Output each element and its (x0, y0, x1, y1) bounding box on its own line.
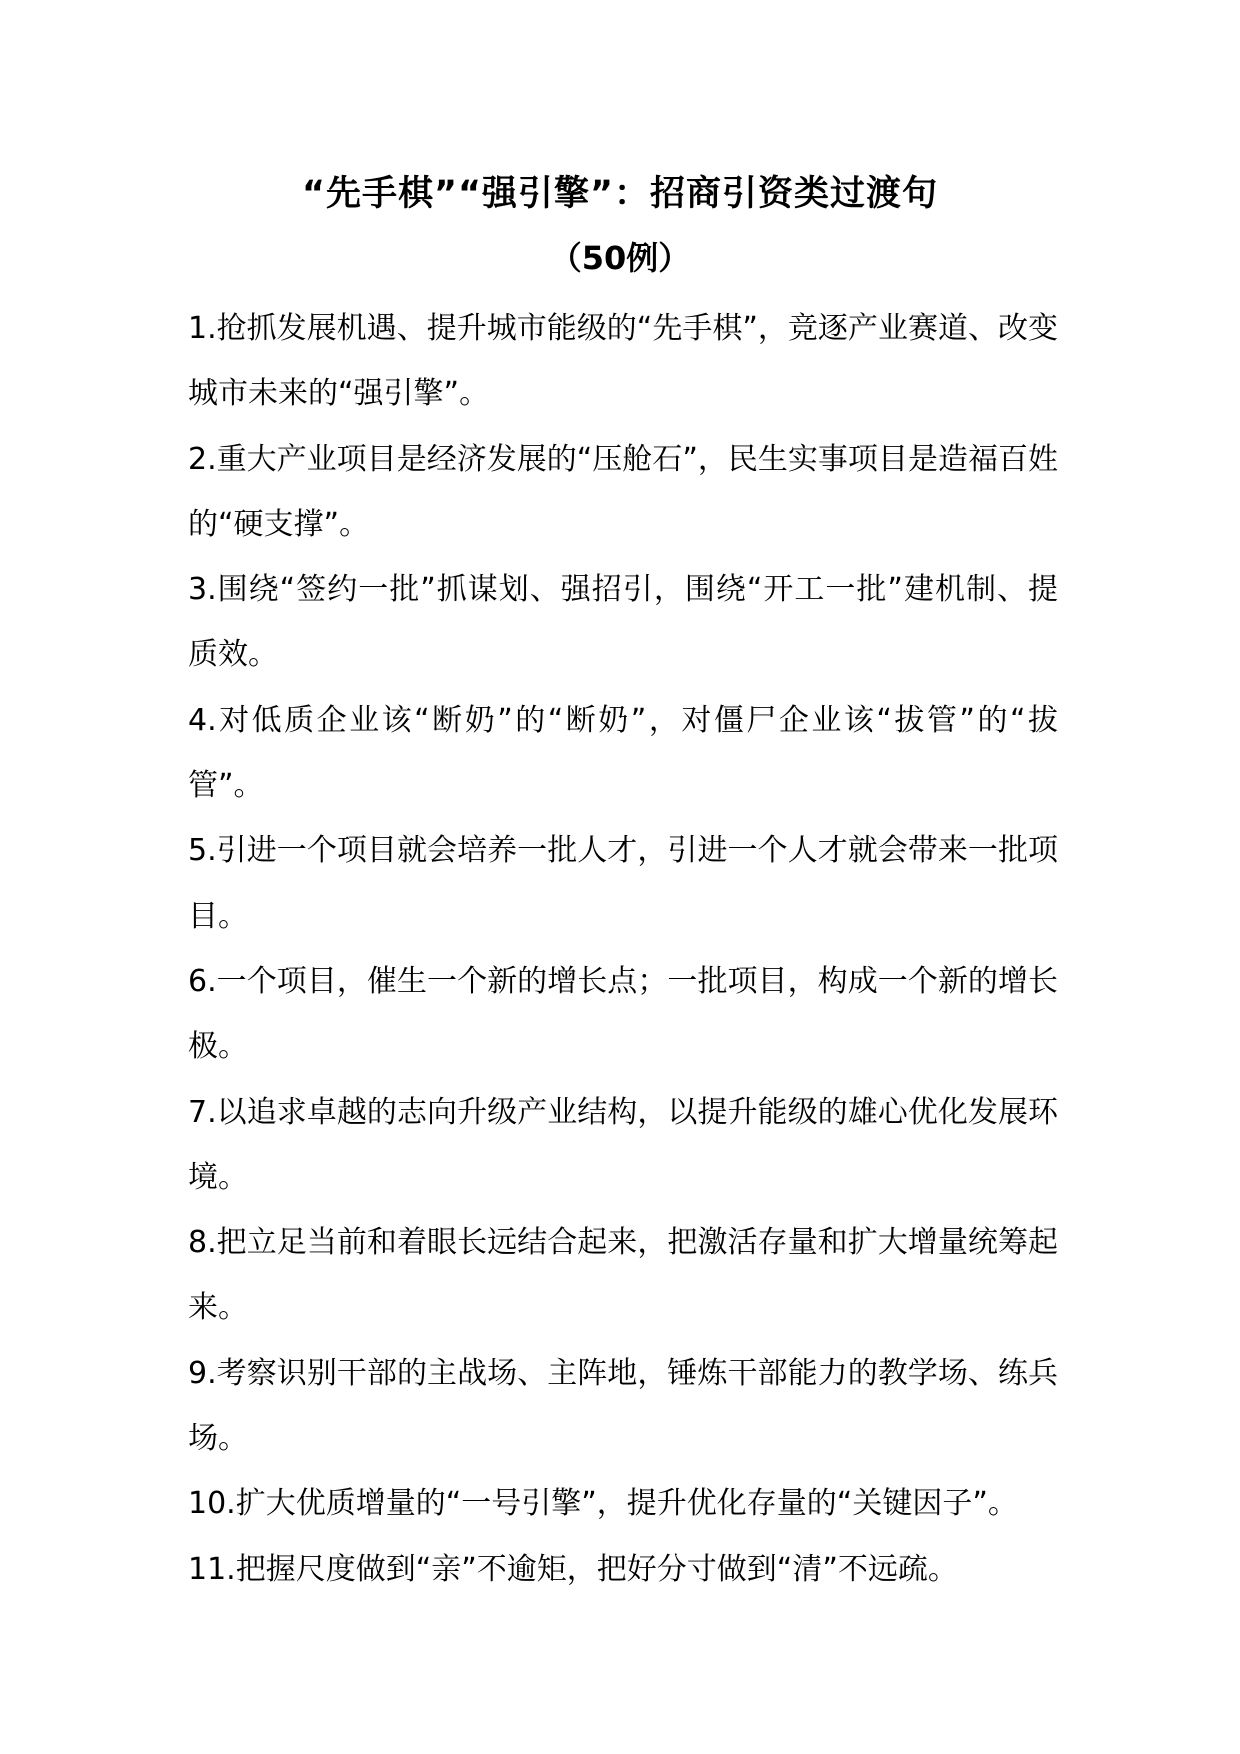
list-item-6: 6.一个项目，催生一个新的增长点；一批项目，构成一个新的增长极。 (188, 963, 1058, 1065)
page-title: “先手棋”“强引擎”：招商引资类过渡句 (301, 174, 938, 214)
list-item-8: 8.把立足当前和着眼长远结合起来，把激活存量和扩大增量统筹起来。 (188, 1225, 1058, 1326)
list-item-1: 1.抢抓发展机遇、提升城市能级的“先手棋”，竞逐产业赛道、改变城市未来的“强引擎”。 (188, 311, 1058, 412)
page-subtitle: （50例） (549, 239, 691, 277)
list-item-7: 7.以追求卓越的志向升级产业结构，以提升能级的雄心优化发展环境。 (188, 1094, 1058, 1195)
list-item-10: 10.扩大优质增量的“一号引擎”，提升优化存量的“关键因子”。 (188, 1486, 1018, 1522)
list-item-9: 9.考察识别干部的主战场、主阵地，锤炼干部能力的教学场、练兵场。 (188, 1355, 1058, 1457)
list-item-11: 11.把握尺度做到“亲”不逾矩，把好分寸做到“清”不远疏。 (188, 1551, 958, 1587)
transition-sentence-list (188, 296, 1058, 1602)
list-item-3: 3.围绕“签约一批”抓谋划、强招引，围绕“开工一批”建机制、提质效。 (188, 572, 1058, 673)
list-item-2: 2.重大产业项目是经济发展的“压舱石”，民生实事项目是造福百姓的“硬支撑”。 (188, 441, 1058, 542)
list-item-4: 4.对低质企业该“断奶”的“断奶”，对僵尸企业该“拔管”的“拔管”。 (188, 702, 1058, 804)
title-block (0, 170, 1240, 282)
list-item-5: 5.引进一个项目就会培养一批人才，引进一个人才就会带来一批项目。 (188, 833, 1058, 934)
